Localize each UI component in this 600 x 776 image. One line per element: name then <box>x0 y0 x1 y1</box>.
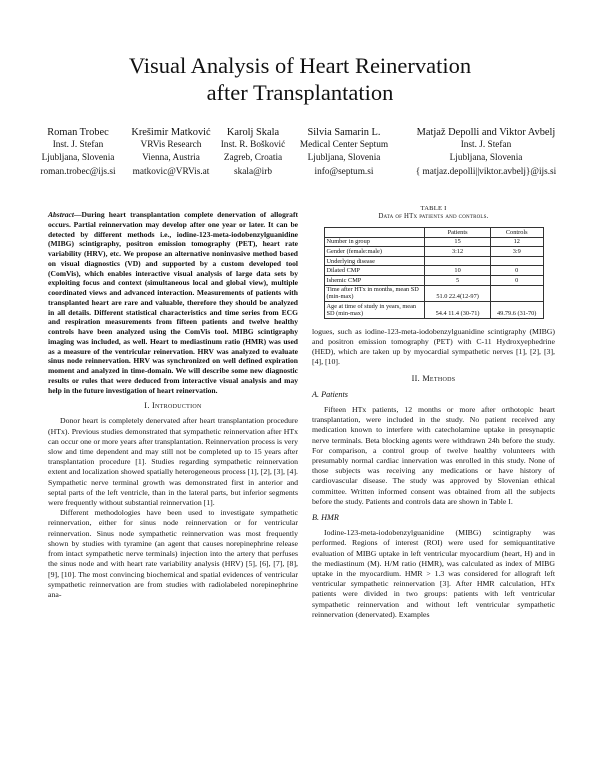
author-email: matkovic@VRVis.at <box>132 166 210 177</box>
table-cell: Ishemic CMP <box>324 275 425 285</box>
table-cell: Dilated CMP <box>324 266 425 276</box>
right-column <box>312 205 555 620</box>
table-cell: 0 <box>490 266 543 276</box>
author-4 <box>294 126 394 179</box>
paper-title <box>0 52 600 106</box>
table-cell <box>425 256 491 266</box>
abstract-text: —During heart transplantation complete denervation of allograft occurs. Partial reinnervation may develop after one year or later. It can be detected by different methods i.e., iodine-123-meta-iodobenzylguanidine (MIBG) scintigraphy, positron emission tomography (PET), heart rate variability (HRV), etc. We propose an alternative noninvasive method based on visual diagnostics (VD) and supported by a custom developed tool (ComVis), which enables interactive visual analysis of large data sets by exploiting focus and context (simultaneous local and global view), multiple coordinated views and advanced interaction. Measurements of patients with transplanted heart are rare and valuable, therefore they should be analyzed in all details. Different statistical characteristics and time series from ECG and respiration measurements from fifteen patients and twelve healthy controls have been analyzed using the ComVis tool. MIBG scintigraphy imaging was included, as well. Heart to mediastinum ratio (HMR) was used as a measure of the ventricular reinervation. HRV was analyzed to evaluate sinus node reinnervation. HRV was synchronized on well defined expiration moment and analyzed in time-domain. We will describe some new diagnostic results or rules that were deduced from interactive visual analysis and may help in the future investigation of heart reinervation. <box>48 210 298 395</box>
author-3 <box>215 126 291 179</box>
table-row <box>324 266 543 276</box>
author-affiliation: Medical Center Septum <box>299 140 389 151</box>
table-cell: 3:9 <box>490 247 543 257</box>
introduction-continuation: logues, such as iodine-123-meta-iodobenzylguanidine scintigraphy (MIBG) and positron emission tomography (PET) with C-11 Hydroxyephedrine (HED), which are taken up by myocardial sympathetic nerves [1], [2], [3], [4], [10]. <box>312 326 555 367</box>
table-header: Patients <box>425 228 491 238</box>
paragraph: Donor heart is completely denervated after heart transplantation procedure (HTx). Previous studies demonstrated that sympathetic reinnervation after HTx can occur one or more years after transplantation. Reinnervation process is very slow and time dependent and may still not be completed up to 15 years after transplantation procedure [1]. Studies regarding sympathetic reinnervation extent and localization showed spatially heterogeneous process [1], [2], [3], [4]. Sympathetic nerve terminal growth was demonstrated first in anterior and septal parts of the left ventricle, than in the lateral parts, but inferior segments were frequently without substantial reinnervation [1]. <box>48 416 298 508</box>
introduction-body <box>48 416 298 600</box>
table-row <box>324 256 543 266</box>
table-cell: 3:12 <box>425 247 491 257</box>
table-cell: 5 <box>425 275 491 285</box>
author-name: Karolj Skala <box>226 127 280 138</box>
left-column <box>48 210 298 600</box>
table-cell: 54.4 11.4 (30-71) <box>425 302 491 319</box>
table-row <box>324 285 543 302</box>
author-name: Krešimir Matković <box>131 127 211 138</box>
table-cell: 15 <box>425 237 491 247</box>
table-title: Data of HTx patients and controls. <box>378 213 489 220</box>
patients-paragraph: Fifteen HTx patients, 12 months or more after orthotopic heart transplantation, were included in the study. No patient received any medication known to interfere with catecholamine uptake in presynaptic nerve terminals. Beta blocking agents were withdrawn 24h before the study. For comparison, a control group of twelve healthy volunteers with presumably normal cardiac innervation was enrolled in this study. None of those subjects was receiving any medications or have history of cardiovascular disease. The study was approved by Slovenian ethical committee. Written informed consent was obtained from all the subjects before the study. Patients and controls data are shown in Table I. <box>312 404 555 506</box>
title-line-2: after Transplantation <box>206 80 394 105</box>
table-number: TABLE I <box>420 205 447 212</box>
author-name: Roman Trobec <box>47 127 109 138</box>
author-5 <box>396 126 576 179</box>
table-cell: 51.0 22.4(12-97) <box>425 285 491 302</box>
author-1 <box>28 126 128 179</box>
subsection-heading-patients: A. Patients <box>312 389 348 399</box>
section-heading-methods: II. Methods <box>411 373 456 383</box>
author-name: Matjaž Depolli and Viktor Avbelj <box>416 127 556 138</box>
section-heading-introduction: I. Introduction <box>144 401 202 411</box>
patients-table <box>324 227 544 319</box>
table-cell: Gender (female:male) <box>324 247 425 257</box>
table-row <box>324 237 543 247</box>
table-cell: Time after HTx in months, mean SD (min-max) <box>324 285 425 302</box>
abstract-label: Abstract <box>48 210 74 219</box>
table-cell <box>490 256 543 266</box>
table-cell: Number in group <box>324 237 425 247</box>
table-cell <box>490 285 543 302</box>
author-affiliation: VRVis Research <box>140 140 202 151</box>
table-cell: 12 <box>490 237 543 247</box>
table-caption <box>312 205 555 221</box>
subsection-heading-hmr: B. HMR <box>312 513 339 522</box>
table-row <box>324 247 543 257</box>
table-cell: 10 <box>425 266 491 276</box>
table-header <box>324 228 425 238</box>
author-city: Ljubljana, Slovenia <box>41 153 115 164</box>
table-cell: Age at time of study in years, mean SD (min-max) <box>324 302 425 319</box>
table-row <box>324 275 543 285</box>
author-email: { matjaz.depolli||viktor.avbelj}@ijs.si <box>415 166 557 177</box>
table-cell: 0 <box>490 275 543 285</box>
author-city: Vienna, Austria <box>142 153 200 164</box>
table-header: Controls <box>490 228 543 238</box>
author-email: roman.trobec@ijs.si <box>40 166 116 177</box>
author-city: Zagreb, Croatia <box>223 153 283 164</box>
author-name: Silvia Samarin L. <box>307 127 381 138</box>
author-city: Ljubljana, Slovenia <box>307 153 381 164</box>
paragraph: Different methodologies have been used to investigate sympathetic reinnervation, either for sinus node reinnervation or for ventricular reinnervation. Sinus node sympathetic reinnervation was most frequently shown by studies with tyramine (an agent that causes norepinephrine release from intact sympathetic nerve terminals) injection into the artery that perfuses the sinus node and with heart rate variability analysis (HRV) [5], [6], [7], [8], [9], [10]. The most convincing biochemical and spatial evidences of ventricular sympathetic reinnervation are from studies with radiolabeled norepinephrine ana- <box>48 508 298 599</box>
table-header-row <box>324 228 543 238</box>
author-email: skala@irb <box>234 166 272 177</box>
table-cell: Underlying disease <box>324 256 425 266</box>
author-affiliation: Inst. R. Bošković <box>220 140 286 151</box>
table-row <box>324 302 543 319</box>
author-affiliation: Inst. J. Stefan <box>460 140 512 151</box>
author-affiliation: Inst. J. Stefan <box>52 140 104 151</box>
hmr-paragraph: Iodine-123-meta-iodobenzylguanidine (MIBG) scintigraphy was performed. Regions of interest (ROI) were used for semiquantitative evaluation of MIBG uptake in left ventricular myocardium (heart, H) and in the mediastinum (M). H/M ratio (HMR), was calculated as index of MIBG uptake in the myocardium. HMR > 1.3 was considered for allograft left ventricular sympathetic reinnervation [3]. After HMR calculation, HTx patients were divided in two groups: patients with left ventricular sympathetic reinnervation and without left ventricular sympathetic reinnervation (denervated). Examples <box>312 528 555 619</box>
author-city: Ljubljana, Slovenia <box>449 153 523 164</box>
title-line-1: Visual Analysis of Heart Reinervation <box>128 53 472 78</box>
author-email: info@septum.si <box>314 166 374 177</box>
author-2 <box>126 126 216 179</box>
abstract <box>48 210 298 395</box>
table-cell: 49.79.6 (31-70) <box>490 302 543 319</box>
